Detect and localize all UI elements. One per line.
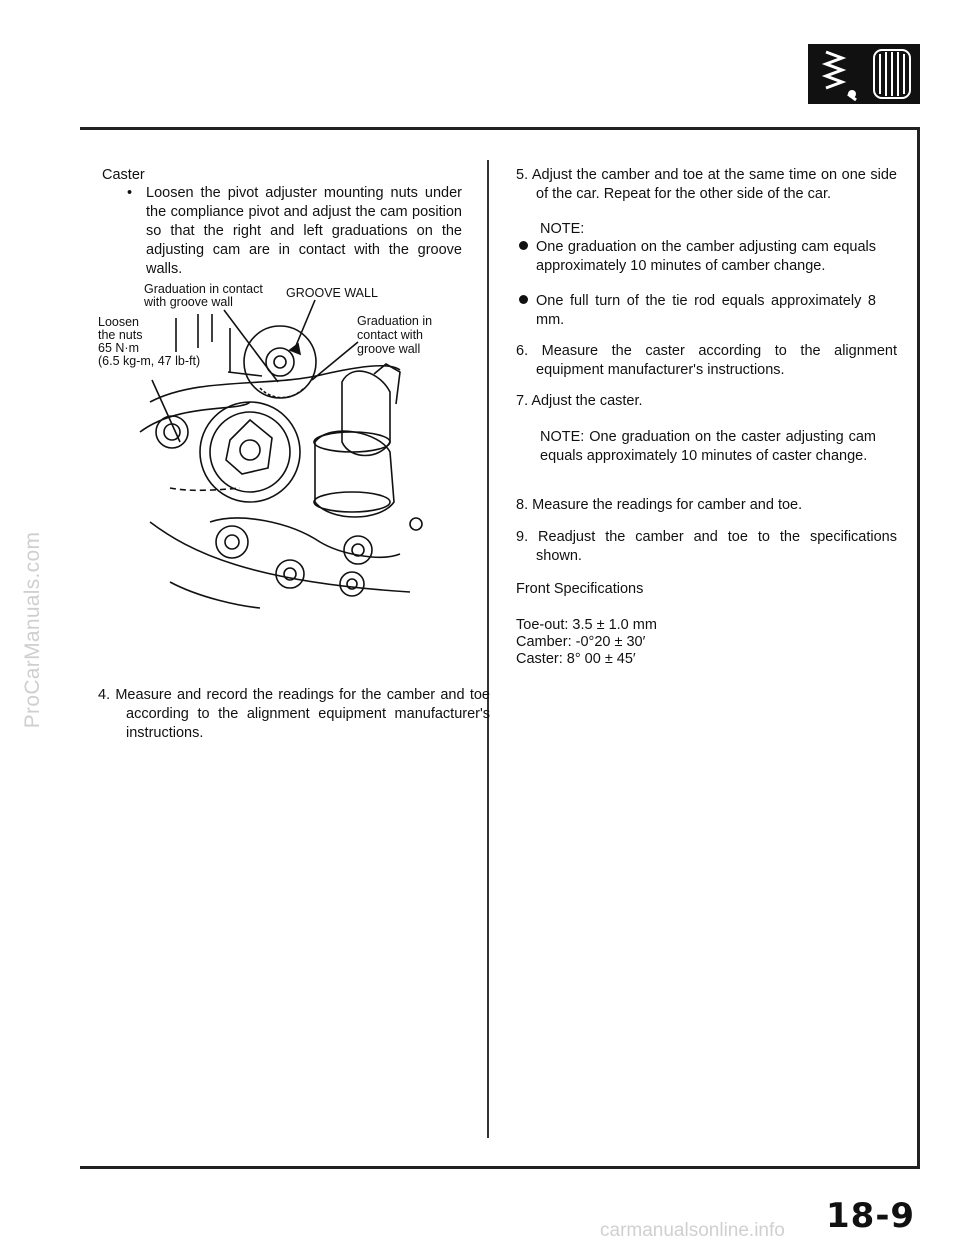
step-4: 4. Measure and record the readings for the camber and toe according to the alignment equipment manufacturer's instructions. <box>98 687 490 741</box>
label-torque-alt: (6.5 kg-m, 47 lb-ft) <box>98 354 201 368</box>
label-graduation-contact-1: Graduation in contact <box>144 282 263 296</box>
note-label: NOTE: <box>540 221 585 237</box>
step-7: 7. Adjust the caster. <box>516 393 643 409</box>
right-rule <box>917 127 920 1167</box>
bullet-dot-icon <box>519 292 534 311</box>
label-graduation-right-2: contact with <box>357 328 424 342</box>
label-loosen-2: the nuts <box>98 328 143 342</box>
side-watermark: ProCarManuals.com <box>21 531 44 729</box>
bullet-mark: • <box>127 185 133 201</box>
label-torque: 65 N·m <box>98 341 139 355</box>
bullet-dot-icon <box>519 238 534 257</box>
label-graduation-contact-2: with groove wall <box>144 295 233 309</box>
page-number: 18-9 <box>826 1196 916 1236</box>
note-bullet-2: One full turn of the tie rod equals approximately 8 mm. <box>536 293 876 328</box>
bottom-watermark: carmanualsonline.info <box>600 1220 785 1241</box>
step-8: 8. Measure the readings for camber and toe. <box>516 497 803 513</box>
step-9: 9. Readjust the camber and toe to the specifications shown. <box>516 529 897 564</box>
step-7-note: NOTE: One graduation on the caster adjusting cam equals approximately 10 minutes of caster change. <box>540 429 876 464</box>
spec-camber: Camber: -0°20 ± 30′ <box>516 634 646 650</box>
caster-bullet-text: Loosen the pivot adjuster mounting nuts under the compliance pivot and adjust the cam position so that the right and left graduations on the adjusting cam are in contact with the groove walls. <box>146 185 462 277</box>
label-loosen-1: Loosen <box>98 315 140 329</box>
spec-title: Front Specifications <box>516 581 644 597</box>
column-divider <box>487 160 489 1138</box>
top-rule <box>80 127 920 130</box>
step-6: 6. Measure the caster according to the alignment equipment manufacturer's instructions. <box>516 343 897 378</box>
caster-heading: Caster <box>102 167 145 183</box>
suspension-icon <box>808 44 920 104</box>
spec-caster: Caster: 8° 00 ± 45′ <box>516 651 636 667</box>
note-bullet-1: One graduation on the camber adjusting cam equals approximately 10 minutes of camber change. <box>536 239 876 274</box>
label-groove-wall: GROOVE WALL <box>286 286 378 300</box>
spec-toe: Toe-out: 3.5 ± 1.0 mm <box>516 617 657 633</box>
label-graduation-right-1: Graduation in <box>357 314 433 328</box>
bottom-rule <box>80 1166 920 1169</box>
step-5: 5. Adjust the camber and toe at the same time on one side of the car. Repeat for the other side of the car. <box>516 167 897 202</box>
label-graduation-right-3: groove wall <box>357 342 421 356</box>
adjusting-cam-illustration <box>90 292 470 622</box>
